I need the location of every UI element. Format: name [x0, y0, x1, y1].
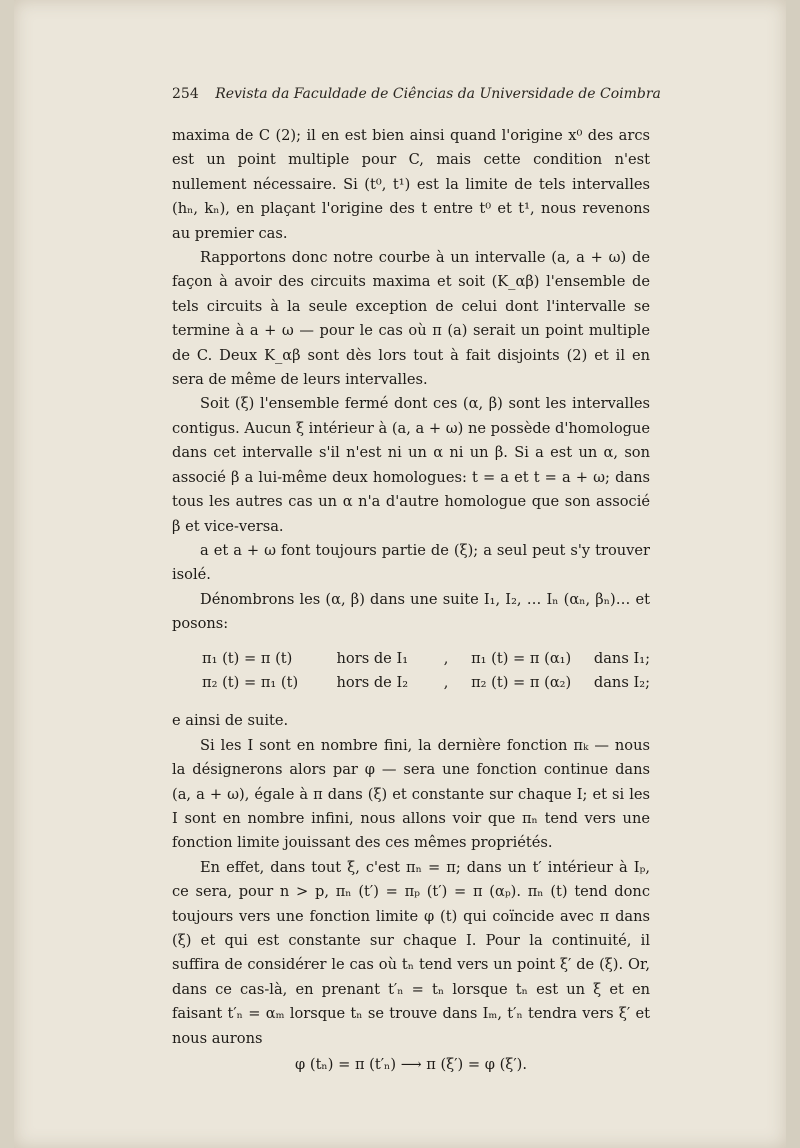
formula-condition: hors de I₂	[336, 673, 409, 691]
formula-condition: dans I₂;	[593, 673, 650, 691]
formula-rhs: π₂ (t) = π (α₂)	[471, 673, 572, 691]
formula-rhs: π₁ (t) = π (α₁)	[471, 649, 572, 667]
paragraph: e ainsi de suite.	[172, 712, 289, 730]
formula-condition: dans I₁;	[593, 649, 650, 667]
running-header	[172, 86, 672, 102]
formula-lhs: π₂ (t) = π₁ (t)	[202, 673, 299, 691]
formula-block	[172, 647, 650, 696]
paragraph: a et a + ω font toujours partie de (ξ); a seul peut s'y trouver isolé.	[172, 541, 650, 584]
formula-separator: ,	[443, 673, 449, 691]
body-text	[172, 124, 650, 1077]
page-edge-left	[0, 0, 14, 1148]
paragraph: maxima de C (2); il en est bien ainsi quand l'origine x⁰ des arcs est un point multiple pour C, mais cette condition n'est nullement nécessaire. Si (t⁰, t¹) est la limite de tels intervalles (hₙ, kₙ), en plaçant l'origine des t entre t⁰ et t¹, nous revenons au premier cas.	[172, 127, 650, 242]
formula-lhs: π₁ (t) = π (t)	[202, 649, 293, 667]
journal-title: Revista da Faculdade de Ciências da Universidade de Coimbra	[215, 86, 661, 102]
page-edge-right	[786, 0, 800, 1148]
paragraph: Rapportons donc notre courbe à un intervalle (a, a + ω) de façon à avoir des circuits maxima et soit (K_αβ) l'ensemble de tels circuits à la seule exception de celui dont l'intervalle se termine à a + ω — pour le cas où π (a) serait un point multiple de C. Deux K_αβ sont dès lors tout à fait disjoints (2) et il en sera de même de leurs intervalles.	[172, 249, 650, 389]
paragraph: En effet, dans tout ξ, c'est πₙ = π; dans un t′ intérieur à Iₚ, ce sera, pour n > p, πₙ (t′) = πₚ (t′) = π (αₚ). πₙ (t) tend donc toujours vers une fonction limite φ (t) qui coïncide avec π dans (ξ) et qui est constante sur chaque I. Pour la continuité, il suffira de considérer le cas où tₙ tend vers un point ξ′ de (ξ). Or, dans ce cas-là, en prenant t′ₙ = tₙ lorsque tₙ est un ξ et en faisant t′ₙ = αₘ lorsque tₙ se trouve dans Iₘ, t′ₙ tendra vers ξ′ et nous aurons	[172, 858, 650, 1047]
formula-separator: ,	[443, 649, 449, 667]
paragraph: Soit (ξ) l'ensemble fermé dont ces (α, β) sont les intervalles contigus. Aucun ξ intérieur à (a, a + ω) ne possède d'homologue dans cet intervalle s'il n'est ni un α ni un β. Si a est un α, son associé β a lui-même deux homologues: t = a et t = a + ω; dans tous les autres cas un α n'a d'autre homologue que son associé β et vice-versa.	[172, 395, 650, 535]
page-number: 254	[172, 86, 199, 102]
paragraph: Dénombrons les (α, β) dans une suite I₁, I₂, … Iₙ (αₙ, βₙ)… et posons:	[172, 590, 650, 633]
paragraph: Si les I sont en nombre fini, la dernière fonction πₖ — nous la désignerons alors par φ — sera une fonction continue dans (a, a + ω), égale à π dans (ξ) et constante sur chaque I; et si les I sont en nombre infini, nous allons voir que πₙ tend vers une fonction limite jouissant des ces mêmes propriétés.	[172, 736, 650, 852]
formula-line	[202, 671, 650, 695]
formula-condition: hors de I₁	[336, 649, 409, 667]
formula-line	[202, 647, 650, 671]
final-formula: φ (tₙ) = π (t′ₙ) ⟶ π (ξ′) = φ (ξ′).	[295, 1056, 527, 1074]
